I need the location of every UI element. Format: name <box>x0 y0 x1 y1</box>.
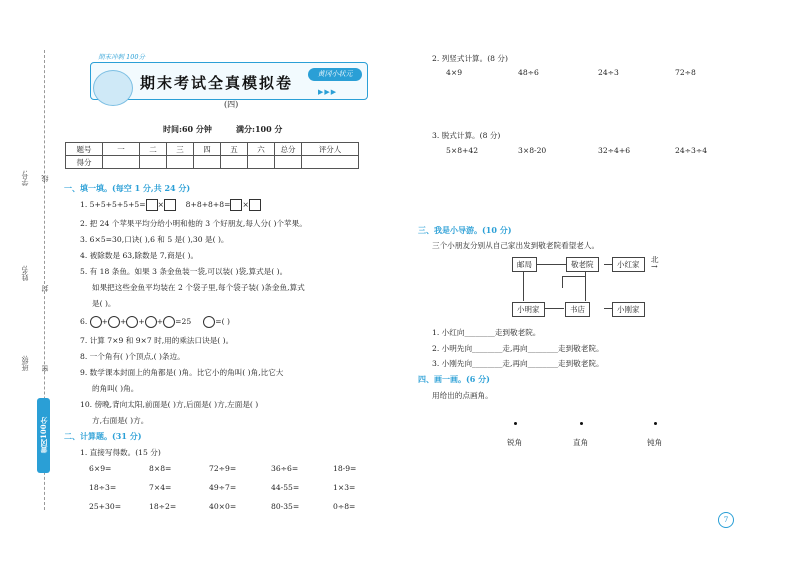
subquestion-2: 2. 列竖式计算。(8 分) <box>432 54 508 63</box>
score-table <box>65 142 359 169</box>
question-9-cont: 的角叫( )角。 <box>92 384 139 393</box>
circle-blank[interactable] <box>108 316 120 328</box>
question-6: 6. + + + + =25 =( ) <box>80 317 230 326</box>
circle-blank[interactable] <box>203 316 215 328</box>
question-text: =( ) <box>215 317 230 326</box>
table-header-cell: 四 <box>194 143 221 156</box>
question-10-cont: 方,右面是( )方。 <box>92 416 149 425</box>
angle-vertex-point[interactable] <box>654 422 657 425</box>
map-place-xiaogang-home: 小刚家 <box>612 302 645 317</box>
calc-cell: 72÷9= <box>209 464 237 473</box>
calc-cell: 40×0= <box>209 502 237 511</box>
map-place-xiaohong-home: 小红家 <box>612 257 645 272</box>
table-header-cell: 三 <box>167 143 194 156</box>
table-header-cell: 总分 <box>275 143 302 156</box>
calc-cell: 25+30= <box>89 502 122 511</box>
calc-cell: 36÷6= <box>271 464 299 473</box>
section-heading-3: 三、我是小导游。(10 分) <box>418 225 512 235</box>
table-row-label: 得分 <box>66 156 103 169</box>
score-cell[interactable] <box>194 156 221 169</box>
section-intro: 用给出的点画角。 <box>432 391 493 400</box>
calc-cell: 80-35= <box>271 502 300 511</box>
north-arrow-icon: → <box>651 262 658 271</box>
page-subtitle: (四) <box>224 100 239 109</box>
answer-box[interactable] <box>230 199 242 211</box>
question-5-cont: 如果把这些金鱼平均装在 2 个袋子里,每个袋子装( )条金鱼,算式 <box>92 283 305 292</box>
brand-badge: 黄冈小状元 <box>308 68 362 81</box>
score-cell[interactable] <box>275 156 302 169</box>
answer-box[interactable] <box>164 199 176 211</box>
calc-cell: 18-9= <box>333 464 357 473</box>
subquestion-1: 1. 直接写得数。(15 分) <box>80 448 161 457</box>
map-place-bookstore: 书店 <box>565 302 590 317</box>
circle-blank[interactable] <box>126 316 138 328</box>
table-header-cell: 题号 <box>66 143 103 156</box>
arrows-icon: ▶▶▶ <box>318 88 338 96</box>
score-cell[interactable] <box>221 156 248 169</box>
score-cell[interactable] <box>103 156 140 169</box>
calc-cell: 6×9= <box>89 464 112 473</box>
calc-cell: 49÷7= <box>209 483 237 492</box>
section-heading-2: 二、计算题。(31 分) <box>64 431 142 441</box>
table-header-cell: 五 <box>221 143 248 156</box>
oral-calc-grid <box>88 459 384 516</box>
seal-mark: 线 <box>41 175 49 182</box>
table-row <box>88 459 384 478</box>
circle-blank[interactable] <box>163 316 175 328</box>
question-text: 8+8+8+8= <box>185 200 231 209</box>
angle-vertex-point[interactable] <box>514 422 517 425</box>
question-text: 1. 5+5+5+5+5= <box>80 200 146 209</box>
question-3-2: 2. 小明先向________走,再向________走到敬老院。 <box>432 344 604 353</box>
banner-slogan: 期末冲刺 100分 <box>98 53 145 61</box>
score-cell[interactable] <box>302 156 359 169</box>
calc-cell: 18÷3= <box>89 483 117 492</box>
subquestion-3: 3. 脱式计算。(8 分) <box>432 131 501 140</box>
angle-label-obtuse: 钝角 <box>647 438 663 447</box>
seal-mark: 密 <box>41 365 49 372</box>
calc-cell: 8×8= <box>149 464 172 473</box>
angle-label-acute: 锐角 <box>507 438 523 447</box>
seal-mark: 封 <box>41 285 49 292</box>
vertical-calc: 48÷6 <box>518 68 539 77</box>
question-7: 7. 计算 7×9 和 9×7 时,用的乘法口诀是( )。 <box>80 336 234 345</box>
exam-time: 时间:60 分钟 <box>163 124 212 134</box>
student-name-label: 姓名: <box>21 265 29 282</box>
question-5-cont: 是( )。 <box>92 299 116 308</box>
table-header-cell: 一 <box>103 143 140 156</box>
section-heading-4: 四、画一画。(6 分) <box>418 374 490 384</box>
map-place-xiaoming-home: 小明家 <box>512 302 545 317</box>
table-row <box>88 478 384 497</box>
question-2: 2. 把 24 个苹果平均分给小明和他的 3 个好朋友,每人分( )个苹果。 <box>80 219 307 228</box>
student-id-label: 学号: <box>21 170 29 187</box>
question-5: 5. 有 18 条鱼。如果 3 条金鱼装一袋,可以装( )袋,算式是( )。 <box>80 267 288 276</box>
step-calc: 24÷3÷4 <box>675 146 708 155</box>
answer-box[interactable] <box>249 199 261 211</box>
question-3-1: 1. 小红向________走到敬老院。 <box>432 328 541 337</box>
vertical-calc: 24÷3 <box>598 68 619 77</box>
section-heading-1: 一、填一填。(每空 1 分,共 24 分) <box>64 183 191 193</box>
angle-label-right: 直角 <box>573 438 589 447</box>
question-1: 1. 5+5+5+5+5= × 8+8+8+8= × <box>80 199 261 211</box>
score-cell[interactable] <box>248 156 275 169</box>
answer-box[interactable] <box>146 199 158 211</box>
calc-cell: 0÷8= <box>333 502 356 511</box>
map-place-post-office: 邮局 <box>512 257 537 272</box>
vertical-calc: 4×9 <box>446 68 463 77</box>
table-header-cell: 二 <box>140 143 167 156</box>
question-3-3: 3. 小刚先向________走,再向________走到敬老院。 <box>432 359 604 368</box>
map-road <box>585 270 586 301</box>
brand-logo: 黄冈100分 <box>37 398 50 473</box>
question-4: 4. 被除数是 63,除数是 7,商是( )。 <box>80 251 199 260</box>
map-road <box>562 276 585 277</box>
page-title: 期末考试全真模拟卷 <box>140 74 294 92</box>
question-10: 10. 傍晚,背向太阳,前面是( )方,后面是( )方,左面是( ) <box>80 400 259 409</box>
question-8: 8. 一个角有( )个顶点,( )条边。 <box>80 352 185 361</box>
map-road <box>562 276 563 288</box>
full-score: 满分:100 分 <box>236 124 283 134</box>
calc-cell: 7×4= <box>149 483 172 492</box>
circle-blank[interactable] <box>90 316 102 328</box>
map-place-nursing-home: 敬老院 <box>566 257 599 272</box>
page-number: 7 <box>718 512 734 528</box>
table-header-cell: 评分人 <box>302 143 359 156</box>
calc-cell: 44-55= <box>271 483 300 492</box>
question-9: 9. 数学课本封面上的角都是( )角。比它小的角叫( )角,比它大 <box>80 368 284 377</box>
class-label: 班级: <box>21 355 29 372</box>
angle-vertex-point[interactable] <box>580 422 583 425</box>
map-road <box>536 264 568 265</box>
section-intro: 三个小朋友分别从自己家出发到敬老院看望老人。 <box>432 241 600 250</box>
vertical-calc: 72÷8 <box>675 68 696 77</box>
step-calc: 3×8-20 <box>518 146 547 155</box>
step-calc: 5×8+42 <box>446 146 479 155</box>
mascot-icon <box>93 70 133 106</box>
question-3: 3. 6×5=30,口诀( ),6 和 5 是( ),30 是( )。 <box>80 235 229 244</box>
question-text: 6. <box>80 317 88 326</box>
north-label: 北 <box>651 255 659 264</box>
step-calc: 32÷4+6 <box>598 146 631 155</box>
calc-cell: 18÷2= <box>149 502 177 511</box>
map-road <box>523 270 524 301</box>
calc-cell: 1×3= <box>333 483 356 492</box>
score-cell[interactable] <box>167 156 194 169</box>
question-text: =25 <box>175 317 192 326</box>
score-cell[interactable] <box>140 156 167 169</box>
table-row <box>88 497 384 516</box>
table-header-cell: 六 <box>248 143 275 156</box>
circle-blank[interactable] <box>145 316 157 328</box>
